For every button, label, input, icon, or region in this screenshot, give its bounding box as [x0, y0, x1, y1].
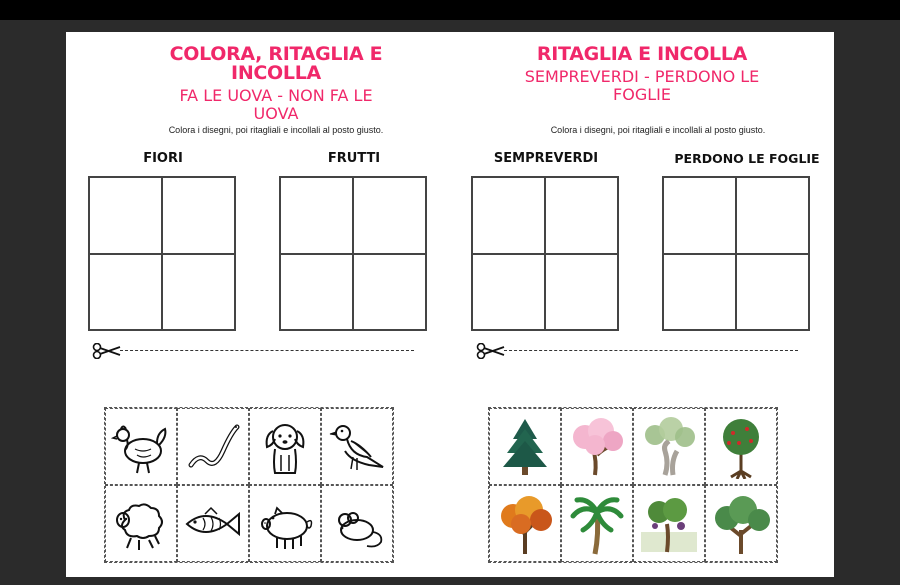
right-instructions: Colora i disegni, poi ritagliali e incollali al posto giusto. [550, 125, 766, 135]
card-mouse[interactable] [321, 485, 393, 562]
left-instructions: Colora i disegni, poi ritagliali e incollali al posto giusto. [168, 125, 384, 135]
paste-cell[interactable] [472, 254, 545, 331]
card-apple-tree[interactable] [705, 408, 777, 485]
card-fir-tree[interactable] [489, 408, 561, 485]
category-label-perdono-le-foglie: PERDONO LE FOGLIE [674, 151, 820, 166]
paste-cell[interactable] [353, 254, 426, 331]
left-title: COLORA, RITAGLIA E INCOLLA [169, 43, 383, 84]
top-bar [0, 0, 900, 20]
card-pig[interactable] [249, 485, 321, 562]
paste-cell[interactable] [545, 254, 618, 331]
right-subtitle: SEMPREVERDI - PERDONO LE FOGLIE [524, 67, 760, 104]
paste-cell[interactable] [280, 254, 353, 331]
card-fish[interactable] [177, 485, 249, 562]
category-label-sempreverdi: SEMPREVERDI [493, 151, 599, 166]
card-hen[interactable] [105, 408, 177, 485]
paste-cell[interactable] [162, 254, 235, 331]
paste-cell[interactable] [663, 254, 736, 331]
paste-cell[interactable] [353, 177, 426, 254]
left-worksheet [66, 32, 450, 577]
paste-cell[interactable] [162, 177, 235, 254]
paste-cell[interactable] [663, 177, 736, 254]
card-palm-tree[interactable] [561, 485, 633, 562]
mouse-icon [325, 492, 389, 556]
card-autumn-tree[interactable] [489, 485, 561, 562]
oak-tree-icon [709, 492, 773, 556]
paste-grid-frutti[interactable] [279, 176, 427, 331]
fish-icon [181, 492, 245, 556]
paste-cell[interactable] [472, 177, 545, 254]
paste-cell[interactable] [545, 177, 618, 254]
worm-icon [181, 415, 245, 479]
paste-grid-perdono-le-foglie[interactable] [662, 176, 810, 331]
pig-icon [253, 492, 317, 556]
card-cherry-blossom-tree[interactable] [561, 408, 633, 485]
card-vine-tree[interactable] [633, 485, 705, 562]
right-worksheet [450, 32, 834, 577]
cherry-blossom-tree-icon [565, 415, 629, 479]
card-bird[interactable] [321, 408, 393, 485]
sheep-icon [109, 492, 173, 556]
bird-icon [325, 415, 389, 479]
palm-tree-icon [565, 492, 629, 556]
cutout-cards-trees [488, 407, 778, 563]
card-sheep[interactable] [105, 485, 177, 562]
paste-cell[interactable] [89, 254, 162, 331]
paste-cell[interactable] [280, 177, 353, 254]
paste-cell[interactable] [736, 177, 809, 254]
scissors-icon [92, 343, 122, 359]
vine-tree-icon [637, 492, 701, 556]
scissors-icon [476, 343, 506, 359]
right-title: RITAGLIA E INCOLLA [536, 43, 748, 65]
category-label-frutti: FRUTTI [327, 151, 381, 166]
apple-tree-icon [709, 415, 773, 479]
card-dog[interactable] [249, 408, 321, 485]
cut-line [92, 343, 414, 357]
card-worm[interactable] [177, 408, 249, 485]
cutout-cards-animals [104, 407, 394, 563]
left-subtitle: FA LE UOVA - NON FA LE UOVA [179, 86, 373, 123]
card-olive-tree[interactable] [633, 408, 705, 485]
category-label-fiori: FIORI [143, 151, 183, 166]
autumn-tree-icon [493, 492, 557, 556]
card-oak-tree[interactable] [705, 485, 777, 562]
cut-line [476, 343, 798, 357]
paste-grid-fiori[interactable] [88, 176, 236, 331]
dog-icon [253, 415, 317, 479]
hen-icon [109, 415, 173, 479]
paste-cell[interactable] [736, 254, 809, 331]
paste-grid-sempreverdi[interactable] [471, 176, 619, 331]
paste-cell[interactable] [89, 177, 162, 254]
olive-tree-icon [637, 415, 701, 479]
fir-tree-icon [493, 415, 557, 479]
worksheet-page [66, 32, 834, 577]
